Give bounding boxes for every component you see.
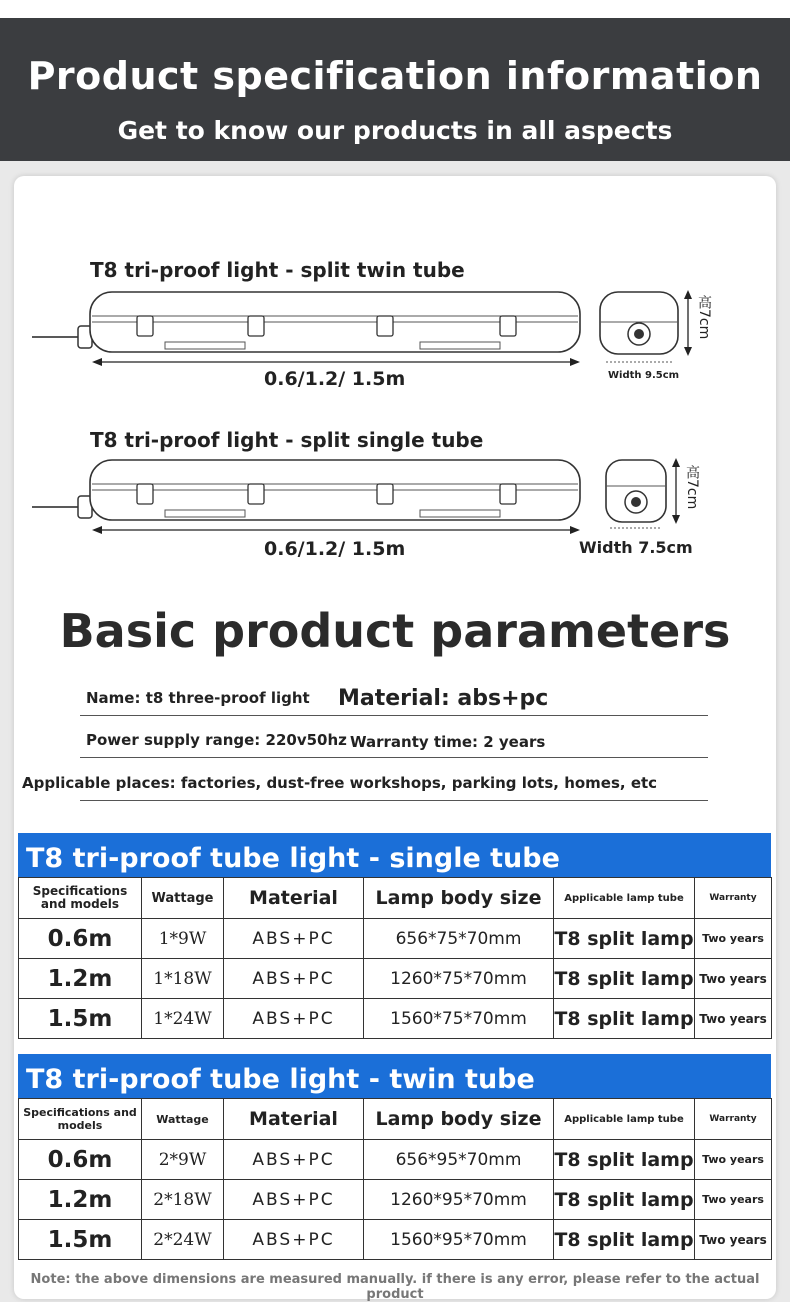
cell-size: 1260*95*70mm <box>364 1180 554 1220</box>
param-material: Material: abs+pc <box>338 686 549 711</box>
param-places: Applicable places: factories, dust-free workshops, parking lots, homes, etc <box>22 774 658 792</box>
cell-size: 1560*75*70mm <box>364 999 554 1039</box>
cell-material: ABS+PC <box>224 999 364 1039</box>
cell-size: 1260*75*70mm <box>364 959 554 999</box>
cell-size: 1560*95*70mm <box>364 1220 554 1260</box>
cell-tube: T8 split lamp <box>554 999 695 1039</box>
cell-tube: T8 split lamp <box>554 1220 695 1260</box>
cell-material: ABS+PC <box>224 1220 364 1260</box>
cell-warranty: Two years <box>695 1140 772 1180</box>
param-name: Name: t8 three-proof light <box>86 689 310 707</box>
cell-warranty: Two years <box>695 919 772 959</box>
param-power: Power supply range: 220v50hz <box>86 731 347 749</box>
divider <box>80 800 708 801</box>
cell-material: ABS+PC <box>224 1140 364 1180</box>
cell-material: ABS+PC <box>224 919 364 959</box>
header-size: Lamp body size <box>364 1099 554 1140</box>
table-row <box>19 919 772 959</box>
table-row <box>19 1140 772 1180</box>
cell-spec: 1.2m <box>19 1180 142 1220</box>
cell-material: ABS+PC <box>224 959 364 999</box>
single-tube-spec-table <box>18 833 771 1039</box>
twin-height-arrow <box>682 290 694 356</box>
header-warranty: Warranty <box>695 1099 772 1140</box>
single-height-label: 高7cm <box>684 465 700 510</box>
single-width-label: Width 7.5cm <box>579 538 693 557</box>
cell-wattage: 1*24W <box>142 999 224 1039</box>
cell-spec: 1.5m <box>19 999 142 1039</box>
single-light-end-view <box>600 456 672 532</box>
footer-note: Note: the above dimensions are measured manually. if there is any error, please refer to the actual product <box>30 1272 760 1302</box>
twin-tube-spec-table <box>18 1054 771 1260</box>
cell-wattage: 1*9W <box>142 919 224 959</box>
single-length-label: 0.6/1.2/ 1.5m <box>264 538 406 560</box>
divider <box>80 715 708 716</box>
header-spec: Specifications and models <box>19 1099 142 1140</box>
cell-spec: 0.6m <box>19 1140 142 1180</box>
cell-size: 656*75*70mm <box>364 919 554 959</box>
twin-light-side-view <box>30 284 590 369</box>
header-material: Material <box>224 878 364 919</box>
cell-warranty: Two years <box>695 1180 772 1220</box>
twin-height-label: 高7cm <box>696 295 712 340</box>
table-row <box>19 1180 772 1220</box>
cell-wattage: 2*9W <box>142 1140 224 1180</box>
single-diagram-title: T8 tri-proof light - split single tube <box>90 428 484 452</box>
cell-spec: 0.6m <box>19 919 142 959</box>
cell-tube: T8 split lamp <box>554 959 695 999</box>
twin-length-label: 0.6/1.2/ 1.5m <box>264 368 406 390</box>
single-table-title: T8 tri-proof tube light - single tube <box>18 833 771 877</box>
params-heading: Basic product parameters <box>59 604 731 658</box>
single-light-side-view <box>30 454 590 539</box>
header-banner <box>0 18 790 161</box>
twin-diagram-title: T8 tri-proof light - split twin tube <box>90 258 465 282</box>
header-size: Lamp body size <box>364 878 554 919</box>
cell-spec: 1.5m <box>19 1220 142 1260</box>
header-tube: Applicable lamp tube <box>554 878 695 919</box>
header-wattage: Wattage <box>142 878 224 919</box>
table-row <box>19 999 772 1039</box>
table-header-row <box>19 878 772 919</box>
cell-wattage: 2*24W <box>142 1220 224 1260</box>
table-row <box>19 1220 772 1260</box>
cell-wattage: 2*18W <box>142 1180 224 1220</box>
cell-tube: T8 split lamp <box>554 919 695 959</box>
param-warranty: Warranty time: 2 years <box>350 733 546 751</box>
cell-tube: T8 split lamp <box>554 1140 695 1180</box>
header-material: Material <box>224 1099 364 1140</box>
cell-warranty: Two years <box>695 999 772 1039</box>
page-subtitle: Get to know our products in all aspects <box>117 116 673 145</box>
twin-width-label: Width 9.5cm <box>608 370 680 381</box>
table-header-row <box>19 1099 772 1140</box>
twin-table-title: T8 tri-proof tube light - twin tube <box>18 1054 771 1098</box>
cell-tube: T8 split lamp <box>554 1180 695 1220</box>
single-height-arrow <box>670 458 682 524</box>
cell-warranty: Two years <box>695 1220 772 1260</box>
cell-material: ABS+PC <box>224 1180 364 1220</box>
cell-spec: 1.2m <box>19 959 142 999</box>
twin-light-end-view <box>596 288 686 368</box>
cell-wattage: 1*18W <box>142 959 224 999</box>
cell-size: 656*95*70mm <box>364 1140 554 1180</box>
top-strip <box>0 0 790 18</box>
divider <box>80 757 708 758</box>
header-tube: Applicable lamp tube <box>554 1099 695 1140</box>
table-row <box>19 959 772 999</box>
header-warranty: Warranty <box>695 878 772 919</box>
header-wattage: Wattage <box>142 1099 224 1140</box>
cell-warranty: Two years <box>695 959 772 999</box>
page-title: Product specification information <box>27 54 763 98</box>
header-spec: Specifications and models <box>19 878 142 919</box>
